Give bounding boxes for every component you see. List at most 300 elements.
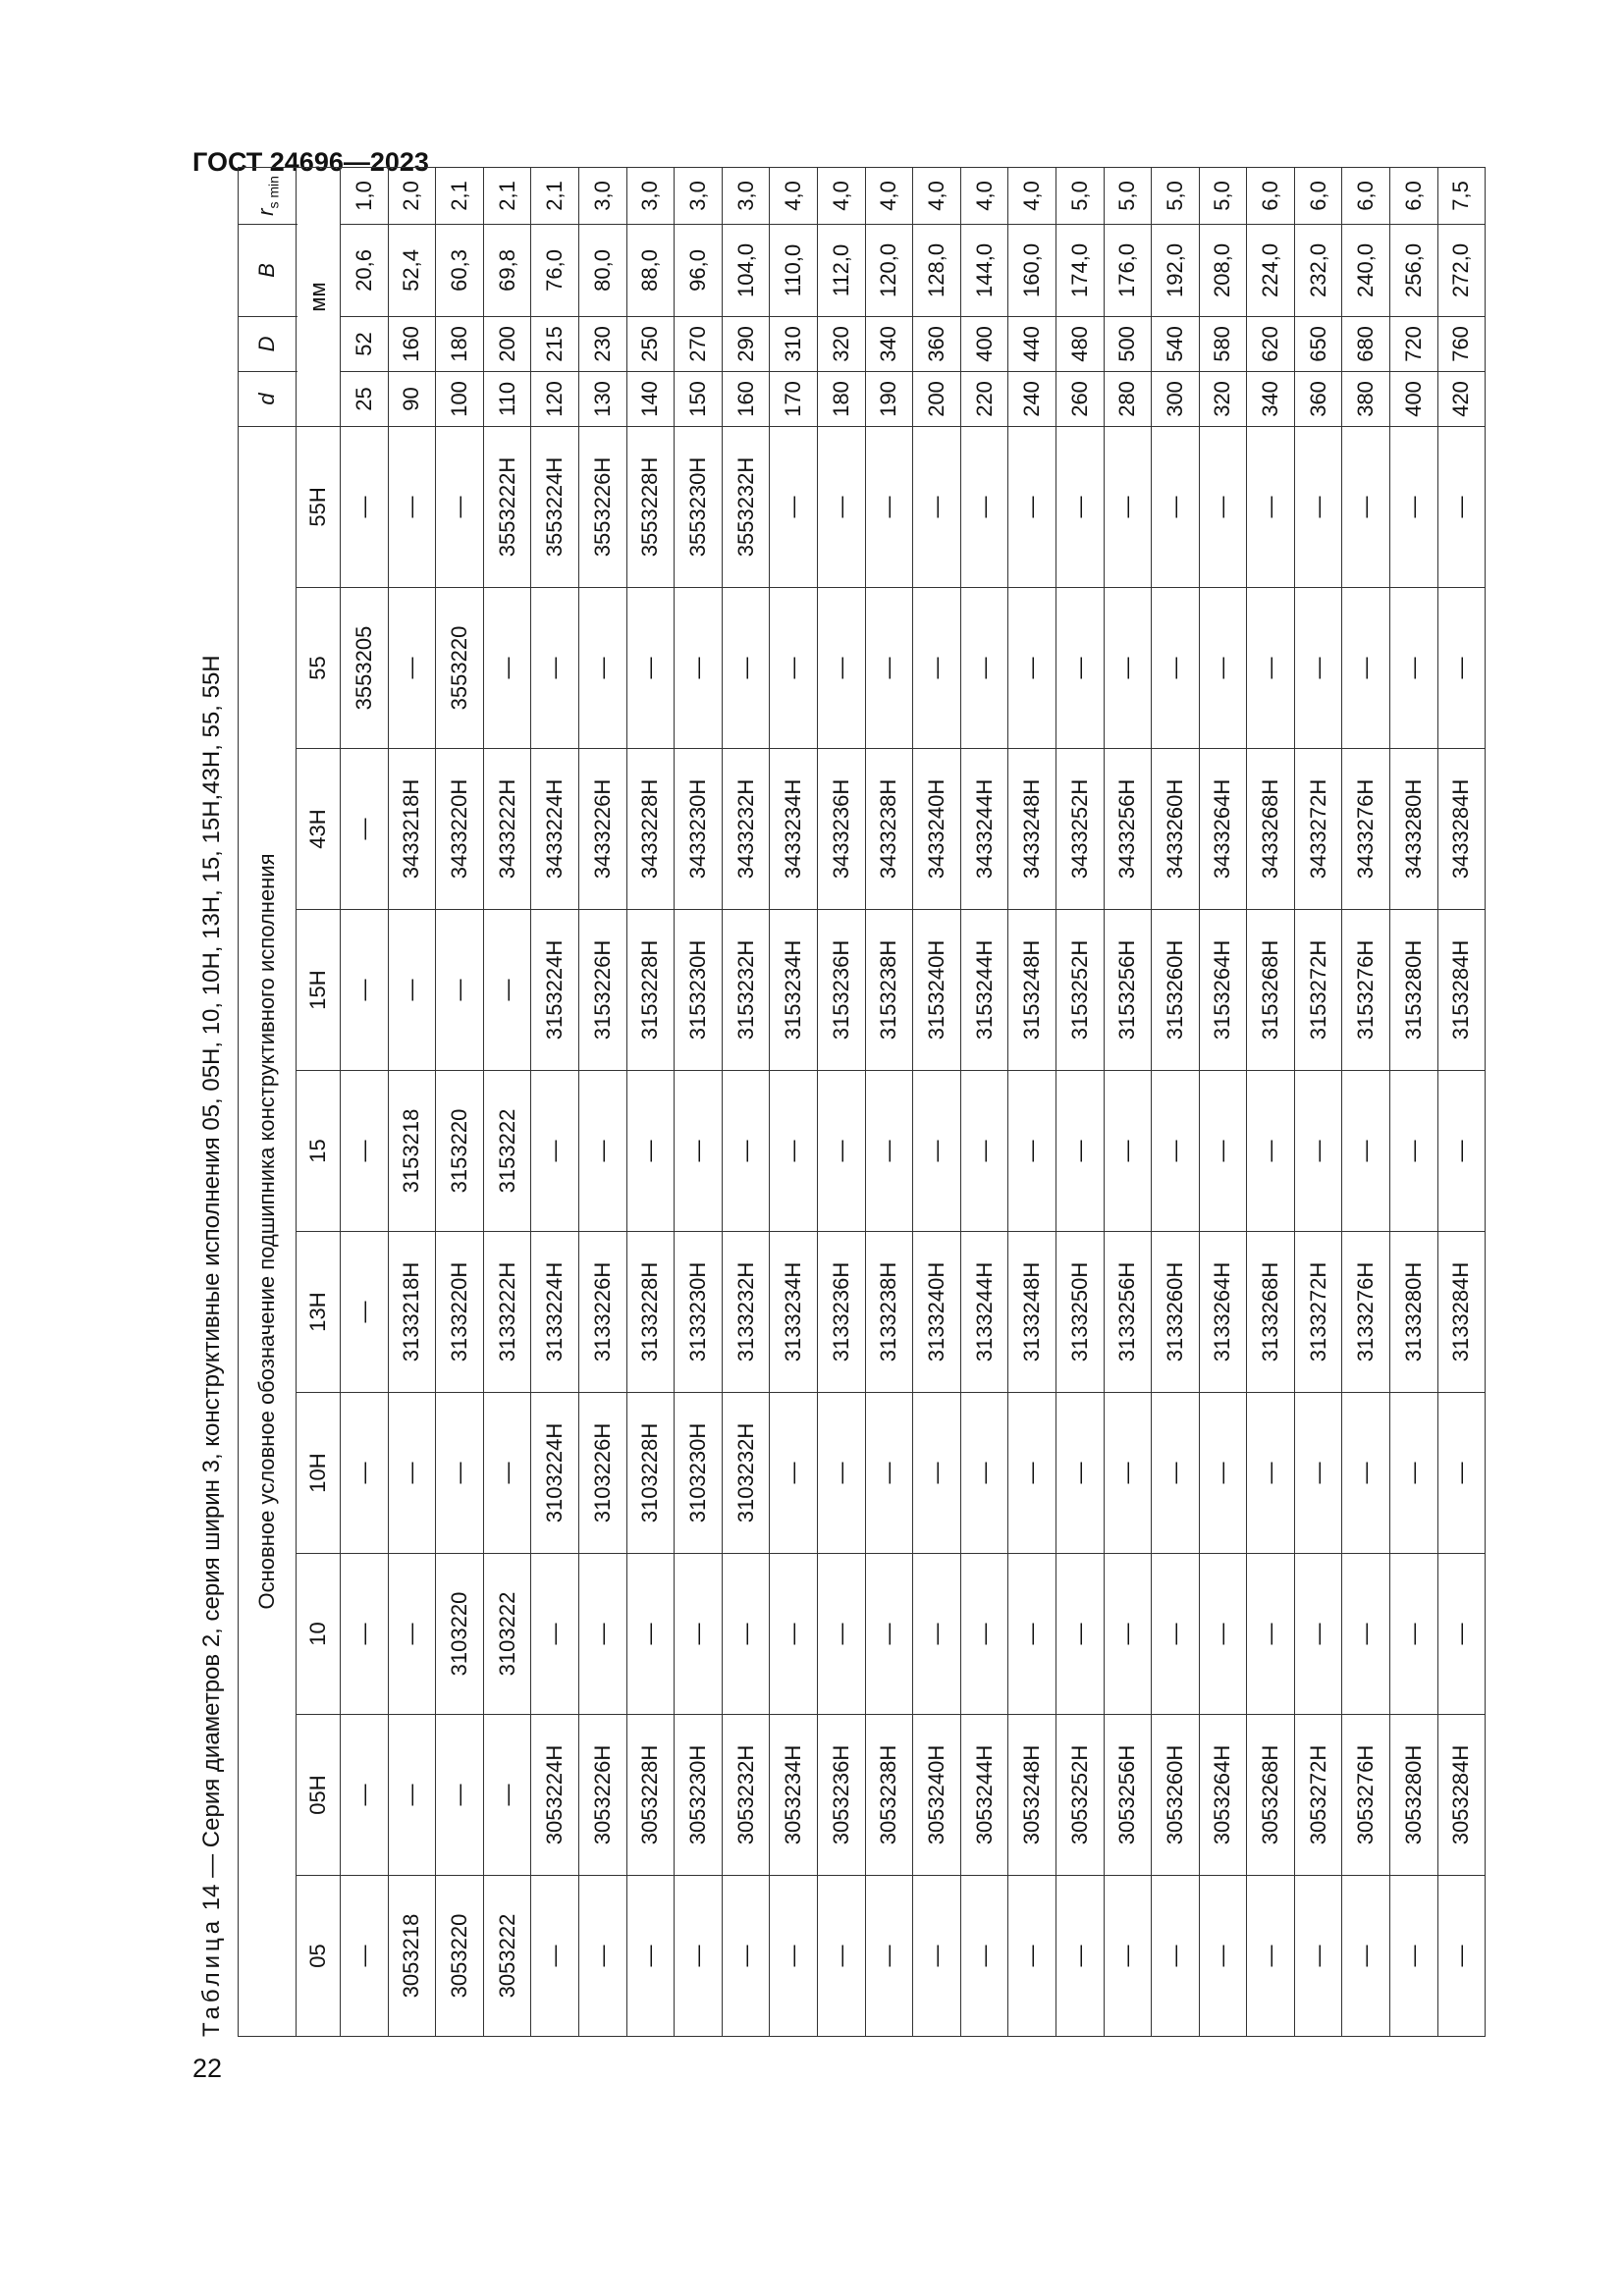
cell-15N: 3153228Н xyxy=(626,910,675,1071)
cell-55: — xyxy=(1437,588,1486,749)
cell-rs-min: 5,0 xyxy=(1199,167,1247,224)
cell-D: 580 xyxy=(1199,316,1247,371)
cell-15: — xyxy=(960,1071,1008,1232)
cell-D: 650 xyxy=(1294,316,1342,371)
cell-05: — xyxy=(578,1876,626,2037)
cell-10N: — xyxy=(1342,1393,1390,1554)
cell-10N: 3103226Н xyxy=(578,1393,626,1554)
document-header: ГОСТ 24696—2023 xyxy=(192,147,429,177)
cell-15N: 3153226Н xyxy=(578,910,626,1071)
cell-55: — xyxy=(483,588,531,749)
cell-55: — xyxy=(531,588,579,749)
cell-05N: 3053252Н xyxy=(1056,1715,1104,1876)
cell-d: 400 xyxy=(1390,371,1438,426)
cell-D: 180 xyxy=(436,316,484,371)
cell-d: 140 xyxy=(626,371,675,426)
cell-15: — xyxy=(1390,1071,1438,1232)
cell-15: — xyxy=(1342,1071,1390,1232)
cell-d: 320 xyxy=(1199,371,1247,426)
cell-d: 200 xyxy=(913,371,961,426)
table-row xyxy=(436,167,484,2036)
cell-15: — xyxy=(626,1071,675,1232)
table-row xyxy=(675,167,723,2036)
col-header-05N: 05Н xyxy=(297,1715,341,1876)
cell-D: 340 xyxy=(865,316,913,371)
cell-10: 3103220 xyxy=(436,1554,484,1715)
cell-05: — xyxy=(1056,1876,1104,2037)
cell-15N: 3153238Н xyxy=(865,910,913,1071)
cell-43N: 3433234Н xyxy=(770,749,818,910)
cell-d: 120 xyxy=(531,371,579,426)
cell-05: — xyxy=(770,1876,818,2037)
table-row xyxy=(1390,167,1438,2036)
cell-d: 100 xyxy=(436,371,484,426)
cell-rs-min: 3,0 xyxy=(722,167,770,224)
cell-15: — xyxy=(1294,1071,1342,1232)
cell-10N: — xyxy=(1008,1393,1056,1554)
cell-10: — xyxy=(626,1554,675,1715)
cell-d: 190 xyxy=(865,371,913,426)
cell-55N: — xyxy=(1390,426,1438,587)
cell-05N: — xyxy=(483,1715,531,1876)
cell-rs-min: 3,0 xyxy=(626,167,675,224)
cell-10: — xyxy=(675,1554,723,1715)
cell-d: 260 xyxy=(1056,371,1104,426)
cell-05: — xyxy=(626,1876,675,2037)
cell-B: 256,0 xyxy=(1390,224,1438,316)
table-row xyxy=(531,167,579,2036)
cell-10: — xyxy=(1390,1554,1438,1715)
cell-15N: — xyxy=(341,910,389,1071)
cell-10: — xyxy=(1152,1554,1200,1715)
table-row xyxy=(1008,167,1056,2036)
cell-43N: 3433232Н xyxy=(722,749,770,910)
cell-15N: 3153268Н xyxy=(1247,910,1295,1071)
cell-05: — xyxy=(531,1876,579,2037)
cell-10N: — xyxy=(483,1393,531,1554)
cell-rs-min: 4,0 xyxy=(960,167,1008,224)
cell-05: — xyxy=(1390,1876,1438,2037)
cell-05N: 3053226Н xyxy=(578,1715,626,1876)
col-header-10: 10 xyxy=(297,1554,341,1715)
col-header-10N: 10Н xyxy=(297,1393,341,1554)
cell-B: 174,0 xyxy=(1056,224,1104,316)
table-row xyxy=(1104,167,1152,2036)
cell-55: — xyxy=(817,588,865,749)
table-caption xyxy=(194,231,230,2037)
cell-43N: 3433256Н xyxy=(1104,749,1152,910)
cell-05N: 3053276Н xyxy=(1342,1715,1390,1876)
cell-B: 224,0 xyxy=(1247,224,1295,316)
cell-13N: 3133220Н xyxy=(436,1232,484,1393)
cell-13N: 3133224Н xyxy=(531,1232,579,1393)
table-row xyxy=(770,167,818,2036)
cell-D: 500 xyxy=(1104,316,1152,371)
bearing-table xyxy=(238,167,1486,2037)
cell-05: 3053222 xyxy=(483,1876,531,2037)
cell-B: 176,0 xyxy=(1104,224,1152,316)
cell-55N: 3553230Н xyxy=(675,426,723,587)
cell-55N: — xyxy=(1008,426,1056,587)
cell-05: — xyxy=(675,1876,723,2037)
table-row xyxy=(865,167,913,2036)
cell-D: 360 xyxy=(913,316,961,371)
cell-55: — xyxy=(1104,588,1152,749)
cell-15: — xyxy=(1247,1071,1295,1232)
cell-43N: 3433260Н xyxy=(1152,749,1200,910)
cell-D: 160 xyxy=(388,316,436,371)
cell-D: 400 xyxy=(960,316,1008,371)
cell-rs-min: 4,0 xyxy=(1008,167,1056,224)
cell-10N: 3103232Н xyxy=(722,1393,770,1554)
cell-10: — xyxy=(341,1554,389,1715)
cell-13N: 3133218Н xyxy=(388,1232,436,1393)
cell-10: — xyxy=(1342,1554,1390,1715)
cell-B: 96,0 xyxy=(675,224,723,316)
cell-B: 120,0 xyxy=(865,224,913,316)
cell-d: 420 xyxy=(1437,371,1486,426)
cell-d: 240 xyxy=(1008,371,1056,426)
cell-d: 110 xyxy=(483,371,531,426)
cell-D: 620 xyxy=(1247,316,1295,371)
cell-55: — xyxy=(1199,588,1247,749)
cell-05N: 3053268Н xyxy=(1247,1715,1295,1876)
cell-55N: — xyxy=(1056,426,1104,587)
table-row xyxy=(1342,167,1390,2036)
cell-43N: 3433264Н xyxy=(1199,749,1247,910)
cell-05: — xyxy=(1247,1876,1295,2037)
cell-10: — xyxy=(1437,1554,1486,1715)
cell-13N: 3133238Н xyxy=(865,1232,913,1393)
cell-15: — xyxy=(770,1071,818,1232)
cell-05: — xyxy=(1152,1876,1200,2037)
cell-10N: — xyxy=(341,1393,389,1554)
cell-B: 112,0 xyxy=(817,224,865,316)
cell-B: 160,0 xyxy=(1008,224,1056,316)
cell-D: 52 xyxy=(341,316,389,371)
cell-10: — xyxy=(865,1554,913,1715)
cell-55N: — xyxy=(436,426,484,587)
table-row xyxy=(722,167,770,2036)
cell-D: 480 xyxy=(1056,316,1104,371)
cell-B: 76,0 xyxy=(531,224,579,316)
cell-55N: — xyxy=(817,426,865,587)
cell-10N: — xyxy=(1056,1393,1104,1554)
cell-43N: 3433276Н xyxy=(1342,749,1390,910)
cell-D: 215 xyxy=(531,316,579,371)
cell-B: 240,0 xyxy=(1342,224,1390,316)
cell-15: — xyxy=(913,1071,961,1232)
cell-55: — xyxy=(1294,588,1342,749)
cell-05N: 3053244Н xyxy=(960,1715,1008,1876)
cell-05: — xyxy=(913,1876,961,2037)
cell-13N: 3133272Н xyxy=(1294,1232,1342,1393)
table-row xyxy=(1056,167,1104,2036)
table-row xyxy=(1294,167,1342,2036)
cell-15: — xyxy=(675,1071,723,1232)
cell-43N: 3433224Н xyxy=(531,749,579,910)
cell-05N: 3053280Н xyxy=(1390,1715,1438,1876)
cell-15: — xyxy=(1152,1071,1200,1232)
cell-55N: — xyxy=(770,426,818,587)
cell-55N: 3553222Н xyxy=(483,426,531,587)
cell-10: — xyxy=(1199,1554,1247,1715)
col-header-D: D xyxy=(239,316,297,371)
cell-55N: — xyxy=(1342,426,1390,587)
cell-55: — xyxy=(675,588,723,749)
cell-55N: — xyxy=(865,426,913,587)
cell-10: — xyxy=(1056,1554,1104,1715)
cell-10N: — xyxy=(770,1393,818,1554)
table-row xyxy=(960,167,1008,2036)
table-row xyxy=(626,167,675,2036)
cell-rs-min: 2,1 xyxy=(483,167,531,224)
cell-55: — xyxy=(1008,588,1056,749)
cell-05N: 3053230Н xyxy=(675,1715,723,1876)
cell-D: 720 xyxy=(1390,316,1438,371)
cell-55N: — xyxy=(1152,426,1200,587)
cell-55: — xyxy=(1056,588,1104,749)
cell-15: — xyxy=(817,1071,865,1232)
cell-D: 310 xyxy=(770,316,818,371)
cell-43N: 3433238Н xyxy=(865,749,913,910)
cell-05N: 3053232Н xyxy=(722,1715,770,1876)
table-row xyxy=(817,167,865,2036)
cell-05N: — xyxy=(388,1715,436,1876)
cell-10N: — xyxy=(913,1393,961,1554)
cell-13N: — xyxy=(341,1232,389,1393)
cell-13N: 3133264Н xyxy=(1199,1232,1247,1393)
cell-B: 144,0 xyxy=(960,224,1008,316)
cell-rs-min: 4,0 xyxy=(913,167,961,224)
cell-D: 540 xyxy=(1152,316,1200,371)
table-row xyxy=(1437,167,1486,2036)
cell-d: 150 xyxy=(675,371,723,426)
cell-10: — xyxy=(913,1554,961,1715)
cell-B: 192,0 xyxy=(1152,224,1200,316)
cell-10: — xyxy=(388,1554,436,1715)
rotated-table-block xyxy=(194,176,1490,2037)
cell-15N: 3153280Н xyxy=(1390,910,1438,1071)
cell-55: — xyxy=(960,588,1008,749)
cell-15N: 3153248Н xyxy=(1008,910,1056,1071)
cell-rs-min: 6,0 xyxy=(1390,167,1438,224)
cell-rs-min: 6,0 xyxy=(1247,167,1295,224)
cell-05N: 3053224Н xyxy=(531,1715,579,1876)
cell-rs-min: 6,0 xyxy=(1342,167,1390,224)
cell-15: 3153218 xyxy=(388,1071,436,1232)
cell-55N: — xyxy=(341,426,389,587)
cell-55N: 3553226Н xyxy=(578,426,626,587)
cell-B: 110,0 xyxy=(770,224,818,316)
cell-55N: 3553232Н xyxy=(722,426,770,587)
cell-rs-min: 5,0 xyxy=(1056,167,1104,224)
cell-13N: 3133234Н xyxy=(770,1232,818,1393)
cell-43N: 3433280Н xyxy=(1390,749,1438,910)
cell-13N: 3133276Н xyxy=(1342,1232,1390,1393)
cell-10N: — xyxy=(1437,1393,1486,1554)
cell-10: — xyxy=(722,1554,770,1715)
cell-55: 3553220 xyxy=(436,588,484,749)
cell-15: — xyxy=(578,1071,626,1232)
cell-d: 90 xyxy=(388,371,436,426)
cell-05: — xyxy=(1008,1876,1056,2037)
cell-B: 232,0 xyxy=(1294,224,1342,316)
col-header-B: B xyxy=(239,224,297,316)
cell-55: — xyxy=(722,588,770,749)
cell-D: 230 xyxy=(578,316,626,371)
cell-05: — xyxy=(722,1876,770,2037)
cell-10: — xyxy=(1247,1554,1295,1715)
cell-43N: 3433218Н xyxy=(388,749,436,910)
col-header-13N: 13Н xyxy=(297,1232,341,1393)
cell-15: — xyxy=(1437,1071,1486,1232)
cell-13N: 3133280Н xyxy=(1390,1232,1438,1393)
cell-13N: 3133232Н xyxy=(722,1232,770,1393)
cell-15N: 3153230Н xyxy=(675,910,723,1071)
cell-55: — xyxy=(1390,588,1438,749)
col-header-55: 55 xyxy=(297,588,341,749)
cell-15N: 3153240Н xyxy=(913,910,961,1071)
cell-05: — xyxy=(1342,1876,1390,2037)
cell-05N: 3053228Н xyxy=(626,1715,675,1876)
cell-55N: 3553224Н xyxy=(531,426,579,587)
col-header-rs-min xyxy=(239,167,297,224)
cell-D: 320 xyxy=(817,316,865,371)
cell-55N: — xyxy=(1199,426,1247,587)
cell-55N: — xyxy=(913,426,961,587)
cell-05: 3053218 xyxy=(388,1876,436,2037)
cell-55: — xyxy=(1152,588,1200,749)
cell-43N: 3433228Н xyxy=(626,749,675,910)
col-header-43N: 43Н xyxy=(297,749,341,910)
cell-05: — xyxy=(1294,1876,1342,2037)
cell-rs-min: 2,1 xyxy=(436,167,484,224)
cell-rs-min: 2,1 xyxy=(531,167,579,224)
cell-55N: — xyxy=(388,426,436,587)
cell-d: 280 xyxy=(1104,371,1152,426)
cell-05N: 3053272Н xyxy=(1294,1715,1342,1876)
cell-13N: 3133226Н xyxy=(578,1232,626,1393)
cell-55: — xyxy=(1247,588,1295,749)
cell-d: 300 xyxy=(1152,371,1200,426)
cell-55: — xyxy=(770,588,818,749)
table-row xyxy=(483,167,531,2036)
cell-10N: — xyxy=(1199,1393,1247,1554)
table-body xyxy=(341,167,1486,2036)
cell-B: 272,0 xyxy=(1437,224,1486,316)
cell-10N: — xyxy=(1152,1393,1200,1554)
cell-D: 760 xyxy=(1437,316,1486,371)
col-header-15N: 15Н xyxy=(297,910,341,1071)
table-row xyxy=(341,167,389,2036)
cell-55: — xyxy=(578,588,626,749)
cell-rs-min: 1,0 xyxy=(341,167,389,224)
cell-15N: 3153252Н xyxy=(1056,910,1104,1071)
cell-10: — xyxy=(960,1554,1008,1715)
cell-55: — xyxy=(388,588,436,749)
table-caption-text: 14 — Серия диаметров 2, серия ширин 3, конструктивные исполнения 05, 05Н, 10, 10Н, 13Н, 15, 15Н,43Н, 55, 55Н xyxy=(198,655,225,1917)
cell-B: 88,0 xyxy=(626,224,675,316)
cell-05N: 3053256Н xyxy=(1104,1715,1152,1876)
cell-15: — xyxy=(722,1071,770,1232)
table-row xyxy=(578,167,626,2036)
cell-05N: 3053264Н xyxy=(1199,1715,1247,1876)
cell-05N: 3053260Н xyxy=(1152,1715,1200,1876)
cell-D: 680 xyxy=(1342,316,1390,371)
cell-10: — xyxy=(817,1554,865,1715)
cell-05N: 3053234Н xyxy=(770,1715,818,1876)
cell-rs-min: 3,0 xyxy=(675,167,723,224)
cell-43N: 3433236Н xyxy=(817,749,865,910)
cell-10: — xyxy=(1008,1554,1056,1715)
cell-10: — xyxy=(1104,1554,1152,1715)
cell-15N: 3153260Н xyxy=(1152,910,1200,1071)
cell-05: — xyxy=(341,1876,389,2037)
cell-d: 340 xyxy=(1247,371,1295,426)
cell-10N: — xyxy=(1294,1393,1342,1554)
cell-55N: — xyxy=(1437,426,1486,587)
cell-15N: 3153256Н xyxy=(1104,910,1152,1071)
cell-rs-min: 2,0 xyxy=(388,167,436,224)
cell-15N: 3153284Н xyxy=(1437,910,1486,1071)
cell-d: 25 xyxy=(341,371,389,426)
cell-43N: 3433272Н xyxy=(1294,749,1342,910)
cell-55N: — xyxy=(1104,426,1152,587)
cell-13N: 3133244Н xyxy=(960,1232,1008,1393)
cell-43N: 3433226Н xyxy=(578,749,626,910)
cell-13N: 3133240Н xyxy=(913,1232,961,1393)
cell-B: 104,0 xyxy=(722,224,770,316)
cell-10N: — xyxy=(388,1393,436,1554)
cell-15N: 3153236Н xyxy=(817,910,865,1071)
cell-05N: — xyxy=(341,1715,389,1876)
cell-05: — xyxy=(960,1876,1008,2037)
cell-05N: 3053248Н xyxy=(1008,1715,1056,1876)
cell-05: 3053220 xyxy=(436,1876,484,2037)
cell-43N: 3433284Н xyxy=(1437,749,1486,910)
cell-D: 270 xyxy=(675,316,723,371)
cell-15: — xyxy=(865,1071,913,1232)
cell-rs-min: 3,0 xyxy=(578,167,626,224)
cell-10N: 3103230Н xyxy=(675,1393,723,1554)
cell-10: 3103222 xyxy=(483,1554,531,1715)
cell-B: 208,0 xyxy=(1199,224,1247,316)
cell-05: — xyxy=(1104,1876,1152,2037)
cell-05: — xyxy=(1199,1876,1247,2037)
designation-group-header: Основное условное обозначение подшипника конструктивного исполнения xyxy=(239,426,297,2036)
table-row xyxy=(1247,167,1295,2036)
cell-55: 3553205 xyxy=(341,588,389,749)
cell-43N: 3433268Н xyxy=(1247,749,1295,910)
cell-10: — xyxy=(578,1554,626,1715)
cell-43N: — xyxy=(341,749,389,910)
cell-13N: 3133250Н xyxy=(1056,1232,1104,1393)
rs-subscript: s min xyxy=(265,176,282,209)
cell-D: 200 xyxy=(483,316,531,371)
cell-d: 160 xyxy=(722,371,770,426)
cell-10N: — xyxy=(436,1393,484,1554)
cell-rs-min: 5,0 xyxy=(1104,167,1152,224)
cell-rs-min: 5,0 xyxy=(1152,167,1200,224)
cell-15N: — xyxy=(436,910,484,1071)
cell-05: — xyxy=(817,1876,865,2037)
cell-15: — xyxy=(1104,1071,1152,1232)
cell-55: — xyxy=(913,588,961,749)
table-row xyxy=(913,167,961,2036)
table-row xyxy=(388,167,436,2036)
cell-10N: 3103224Н xyxy=(531,1393,579,1554)
